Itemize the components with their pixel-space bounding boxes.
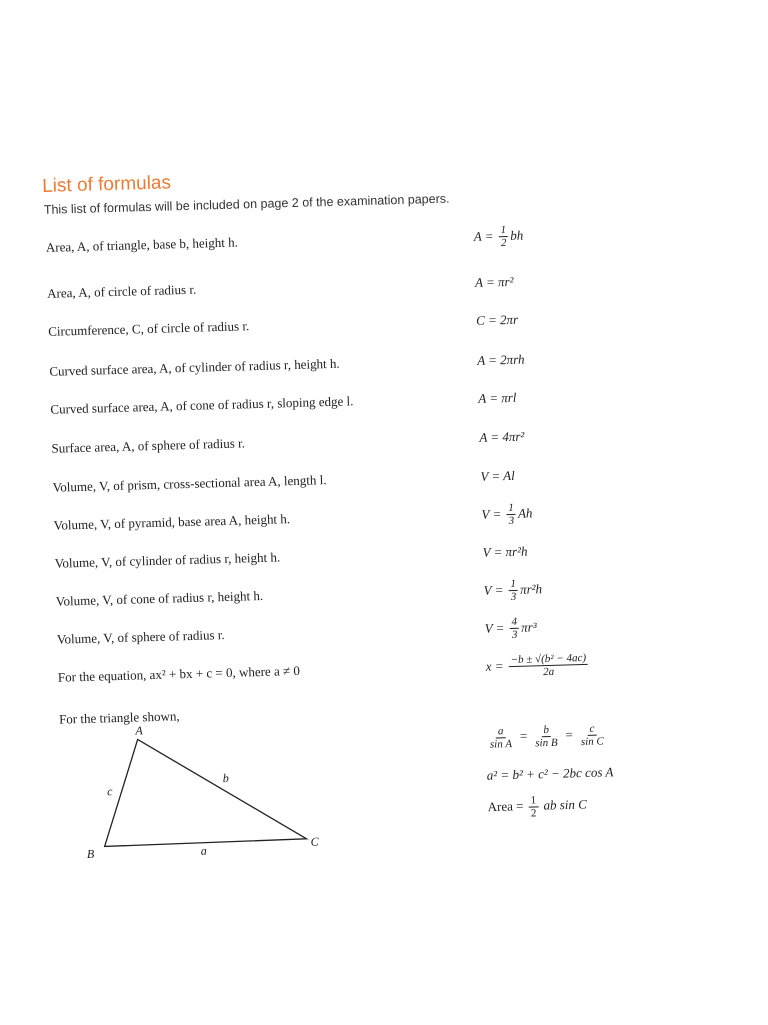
cosine-rule: a² = b² + c² − 2bc cos A: [486, 764, 614, 783]
formula-description: Area, A, of triangle, base b, height h.: [45, 234, 239, 255]
formula-expression: C = 2πr: [475, 311, 519, 328]
formula-expression: V = $\frac{1}{3}$ Ah: [481, 501, 533, 527]
formula-description: Volume, V, of prism, cross-sectional area A, length l.: [52, 472, 327, 495]
formula-row: [48, 307, 648, 348]
formula-description: Volume, V, of cylinder of radius r, height h.: [54, 549, 281, 571]
formula-description: Area, A, of circle of radius r.: [46, 281, 197, 301]
page-title: List of formulas: [41, 172, 172, 197]
formula-description: Curved surface area, A, of cylinder of radius r, height h.: [49, 355, 340, 379]
formula-expression: A = πrl: [478, 389, 517, 406]
formula-row: [56, 577, 656, 618]
formula-row: [47, 269, 647, 310]
side-a-label: a: [200, 843, 207, 858]
formula-expression: A = 4πr²: [479, 428, 525, 445]
formula-row: [51, 424, 651, 465]
triangle-svg: [75, 712, 339, 859]
formula-row: [49, 347, 649, 388]
vertex-c-label: C: [310, 834, 319, 849]
formula-description: Circumference, C, of circle of radius r.: [48, 318, 250, 339]
formula-row: [53, 501, 653, 542]
side-b-label: b: [222, 770, 229, 786]
vertex-a-label: A: [135, 723, 143, 738]
formula-expression: x = $\frac{\text{−b ± √(b² − 4ac)}}{2a}$: [485, 649, 590, 682]
formula-row: [52, 463, 652, 504]
formula-description: Surface area, A, of sphere of radius r.: [51, 435, 246, 456]
formula-description: Volume, V, of sphere of radius r.: [56, 627, 225, 647]
formula-description: Curved surface area, A, of cone of radius r, sloping edge l.: [50, 393, 354, 417]
formula-expression: V = Al: [480, 467, 515, 484]
formula-row: [54, 539, 654, 580]
formula-row: [58, 653, 658, 694]
formula-expression: V = $\frac{4}{3}$ πr³: [484, 615, 537, 641]
side-c-label: c: [106, 784, 113, 799]
vertex-b-label: B: [86, 846, 95, 861]
formula-description: For the equation, ax² + bx + c = 0, where a ≠ 0: [57, 662, 301, 685]
formula-description: Volume, V, of cone of radius r, height h.: [55, 587, 264, 609]
triangle-section-label: For the triangle shown,: [58, 708, 180, 727]
formula-expression: A = πr²: [474, 273, 514, 290]
formula-row: [50, 385, 650, 426]
formula-expression: V = πr²h: [482, 543, 528, 560]
triangle-shape: [102, 735, 307, 847]
triangle-diagram: [75, 712, 339, 864]
formula-expression: A = 2πrh: [476, 351, 525, 368]
formula-expression: A = $\frac{1}{2}$ bh: [473, 223, 524, 249]
formula-expression: V = $\frac{1}{3}$ πr²h: [483, 577, 543, 603]
sine-rule: $\frac{a}{\text{sin A}}$ = $\frac{b}{\text{sin B}}$ = $\frac{c}{\text{sin C}}$: [489, 722, 604, 751]
area-rule: Area = $\frac{1}{2}$ ab sin C: [487, 794, 588, 820]
page-subtitle: This list of formulas will be included on page 2 of the examination papers.: [43, 191, 450, 217]
formula-description: Volume, V, of pyramid, base area A, height h.: [53, 511, 291, 533]
formula-row: [46, 223, 646, 264]
